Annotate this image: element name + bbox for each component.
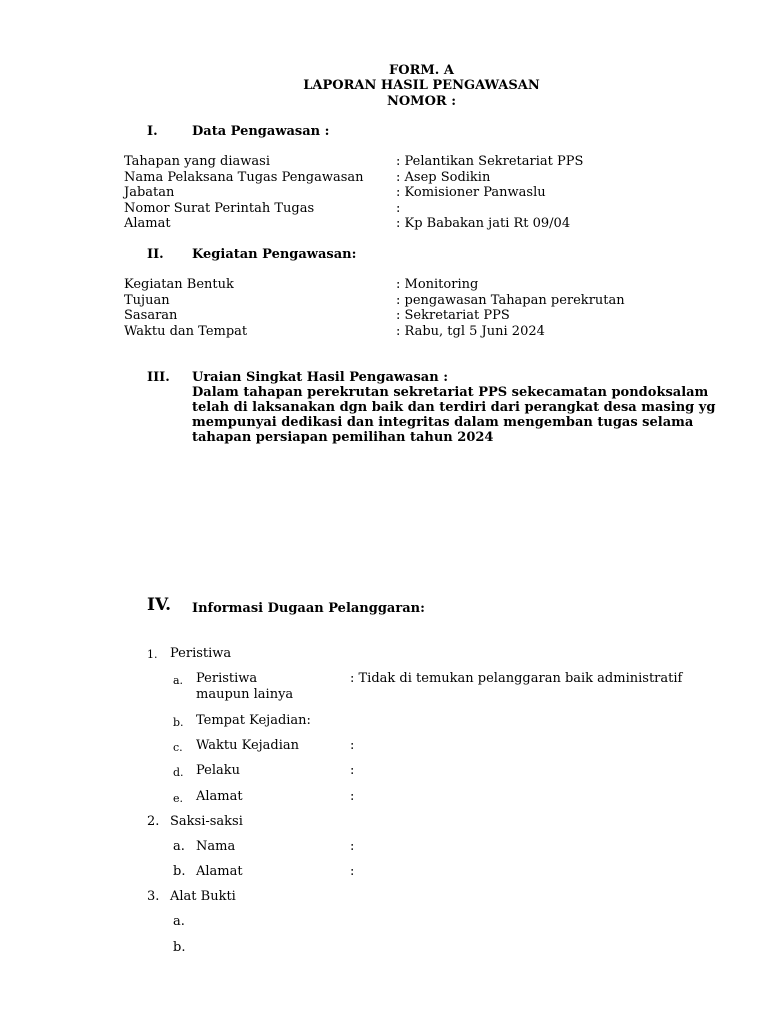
field-label: Kegiatan Bentuk <box>124 277 234 292</box>
item-label: Alat Bukti <box>170 889 236 904</box>
section-2-numeral: II. <box>147 247 164 262</box>
item-number: 1. <box>147 648 158 661</box>
sub-value: : <box>350 738 355 753</box>
field-label: Tujuan <box>124 293 170 308</box>
sub-value: : <box>350 839 355 854</box>
sub-label: Alamat <box>196 789 243 804</box>
field-value: : <box>396 201 401 216</box>
sub-value: : Tidak di temukan pelanggaran baik administratif <box>350 671 683 686</box>
field-value: : Pelantikan Sekretariat PPS <box>396 154 584 169</box>
summary-line: Dalam tahapan perekrutan sekretariat PPS sekecamatan pondoksalam <box>192 385 709 400</box>
field-value: : Rabu, tgl 5 Juni 2024 <box>396 324 545 339</box>
sub-letter: b. <box>173 864 186 879</box>
item-number: 2. <box>147 814 160 829</box>
document-title: LAPORAN HASIL PENGAWASAN <box>303 78 540 93</box>
field-value: : Kp Babakan jati Rt 09/04 <box>396 216 571 231</box>
section-4-heading: Informasi Dugaan Pelanggaran: <box>192 601 425 616</box>
sub-letter: a. <box>173 914 185 929</box>
sub-label: Tempat Kejadian: <box>196 713 311 728</box>
field-label: Sasaran <box>124 308 178 323</box>
field-label: Waktu dan Tempat <box>124 324 248 339</box>
sub-value: : <box>350 763 355 778</box>
sub-letter: c. <box>173 741 183 754</box>
field-value: : Sekretariat PPS <box>396 308 510 323</box>
sub-label: Waktu Kejadian <box>196 738 300 753</box>
section-2-heading: Kegiatan Pengawasan: <box>192 247 357 262</box>
sub-value: : <box>350 864 355 879</box>
field-value: : Asep Sodikin <box>396 170 491 185</box>
summary-line: telah di laksanakan dgn baik dan terdiri dari perangkat desa masing yg <box>192 400 716 415</box>
sub-letter: d. <box>173 766 184 779</box>
section-3-numeral: III. <box>147 370 170 385</box>
field-label: Nama Pelaksana Tugas Pengawasan <box>124 170 364 185</box>
field-label: Alamat <box>124 216 171 231</box>
sub-letter: a. <box>173 839 185 854</box>
field-value: : pengawasan Tahapan perekrutan <box>396 293 625 308</box>
sub-label: Peristiwa <box>196 671 258 686</box>
form-label: FORM. A <box>389 63 454 78</box>
field-label: Nomor Surat Perintah Tugas <box>124 201 315 216</box>
nomor-label: NOMOR : <box>386 94 457 109</box>
sub-letter: b. <box>173 716 184 729</box>
summary-line: mempunyai dedikasi dan integritas dalam mengemban tugas selama <box>192 415 694 430</box>
sub-label-cont: maupun lainya <box>196 687 294 702</box>
section-4-numeral: IV. <box>147 595 172 615</box>
sub-value: : <box>350 789 355 804</box>
section-3-heading: Uraian Singkat Hasil Pengawasan : <box>192 370 449 385</box>
item-number: 3. <box>147 889 160 904</box>
section-1-heading: Data Pengawasan : <box>192 124 330 139</box>
summary-line: tahapan persiapan pemilihan tahun 2024 <box>192 430 494 445</box>
field-value: : Komisioner Panwaslu <box>396 185 546 200</box>
sub-label: Alamat <box>196 864 243 879</box>
field-value: : Monitoring <box>396 277 479 292</box>
sub-label: Nama <box>196 839 236 854</box>
item-label: Peristiwa <box>170 646 232 661</box>
section-1-numeral: I. <box>147 124 158 139</box>
field-label: Tahapan yang diawasi <box>124 154 270 169</box>
sub-letter: e. <box>173 792 184 805</box>
sub-letter: b. <box>173 940 186 955</box>
sub-letter: a. <box>173 674 184 687</box>
item-label: Saksi-saksi <box>170 814 243 829</box>
sub-label: Pelaku <box>196 763 241 778</box>
field-label: Jabatan <box>124 185 175 200</box>
